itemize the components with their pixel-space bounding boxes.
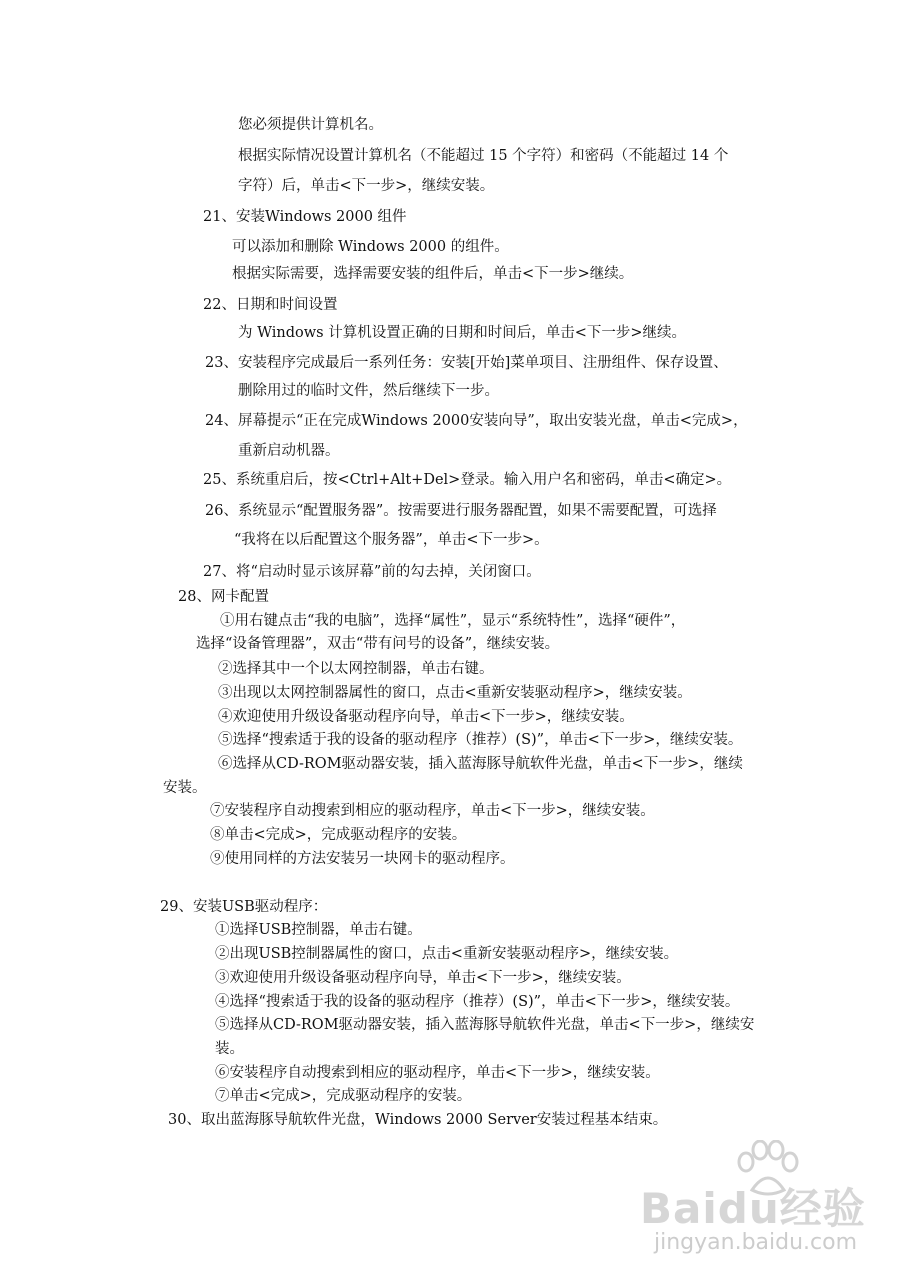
text-line: 根据实际情况设置计算机名（不能超过 15 个字符）和密码（不能超过 14 个 xyxy=(238,148,729,164)
text-line: 字符）后，单击<下一步>，继续安装。 xyxy=(238,178,495,194)
text-line: 装。 xyxy=(215,1041,244,1057)
text-line: 根据实际需要，选择需要安装的组件后，单击<下一步>继续。 xyxy=(232,266,634,282)
text-line: ⑦安装程序自动搜索到相应的驱动程序，单击<下一步>，继续安装。 xyxy=(210,803,655,819)
text-line: ④选择“搜索适于我的设备的驱动程序（推荐）(S)”，单击<下一步>，继续安装。 xyxy=(215,994,740,1010)
text-line: 21、安装Windows 2000 组件 xyxy=(203,209,407,225)
text-line: 可以添加和删除 Windows 2000 的组件。 xyxy=(232,239,509,255)
text-line: 您必须提供计算机名。 xyxy=(238,117,383,133)
text-line: ②出现USB控制器属性的窗口，点击<重新安装驱动程序>，继续安装。 xyxy=(215,946,679,962)
text-line: 27、将“启动时显示该屏幕”前的勾去掉，关闭窗口。 xyxy=(203,564,541,580)
text-line: ②选择其中一个以太网控制器，单击右键。 xyxy=(218,661,494,677)
text-line: ⑦单击<完成>，完成驱动程序的安装。 xyxy=(215,1088,472,1104)
text-line: 29、安装USB驱动程序： xyxy=(160,899,328,915)
text-line: 重新启动机器。 xyxy=(238,443,340,459)
text-line: 选择“设备管理器”，双击“带有问号的设备”，继续安装。 xyxy=(196,636,560,652)
text-line: ⑤选择“搜索适于我的设备的驱动程序（推荐）(S)”，单击<下一步>，继续安装。 xyxy=(218,732,743,748)
text-line: ⑨使用同样的方法安装另一块网卡的驱动程序。 xyxy=(210,851,515,867)
text-line: 22、日期和时间设置 xyxy=(203,297,338,313)
text-line: 删除用过的临时文件，然后继续下一步。 xyxy=(238,383,499,399)
watermark-url: jingyan.baidu.com xyxy=(654,1230,858,1255)
watermark-brand: Baidu经验 xyxy=(640,1184,866,1233)
text-line: ⑥安装程序自动搜索到相应的驱动程序，单击<下一步>，继续安装。 xyxy=(215,1065,660,1081)
text-line: 安装。 xyxy=(163,780,207,796)
text-line: ⑤选择从CD-ROM驱动器安装，插入蓝海豚导航软件光盘，单击<下一步>，继续安 xyxy=(215,1017,755,1033)
text-line: 28、网卡配置 xyxy=(178,589,269,605)
text-line: ③出现以太网控制器属性的窗口，点击<重新安装驱动程序>，继续安装。 xyxy=(218,685,692,701)
text-line: ①选择USB控制器，单击右键。 xyxy=(215,922,422,938)
text-line: 24、屏幕提示“正在完成Windows 2000安装向导”，取出安装光盘，单击<完成>， xyxy=(205,413,748,429)
text-line: ⑧单击<完成>，完成驱动程序的安装。 xyxy=(210,827,467,843)
text-line: 30、取出蓝海豚导航软件光盘，Windows 2000 Server安装过程基本结束。 xyxy=(168,1112,668,1128)
text-line: 25、系统重启后，按<Ctrl+Alt+Del>登录。输入用户名和密码，单击<确定>。 xyxy=(203,472,732,488)
text-line: ④欢迎使用升级设备驱动程序向导，单击<下一步>，继续安装。 xyxy=(218,709,634,725)
text-line: “我将在以后配置这个服务器”，单击<下一步>。 xyxy=(234,532,549,548)
text-line: 26、系统显示“配置服务器”。按需要进行服务器配置，如果不需要配置，可选择 xyxy=(205,503,717,519)
text-line: ①用右键点击“我的电脑”，选择“属性”，显示“系统特性”，选择“硬件”， xyxy=(220,613,686,629)
text-line: 23、安装程序完成最后一系列任务：安装[开始]菜单项目、注册组件、保存设置、 xyxy=(205,355,728,371)
text-line: 为 Windows 计算机设置正确的日期和时间后，单击<下一步>继续。 xyxy=(238,325,687,341)
text-line: ⑥选择从CD-ROM驱动器安装，插入蓝海豚导航软件光盘，单击<下一步>，继续 xyxy=(218,756,743,772)
baidu-watermark xyxy=(640,1140,880,1260)
text-line: ③欢迎使用升级设备驱动程序向导，单击<下一步>，继续安装。 xyxy=(215,970,631,986)
